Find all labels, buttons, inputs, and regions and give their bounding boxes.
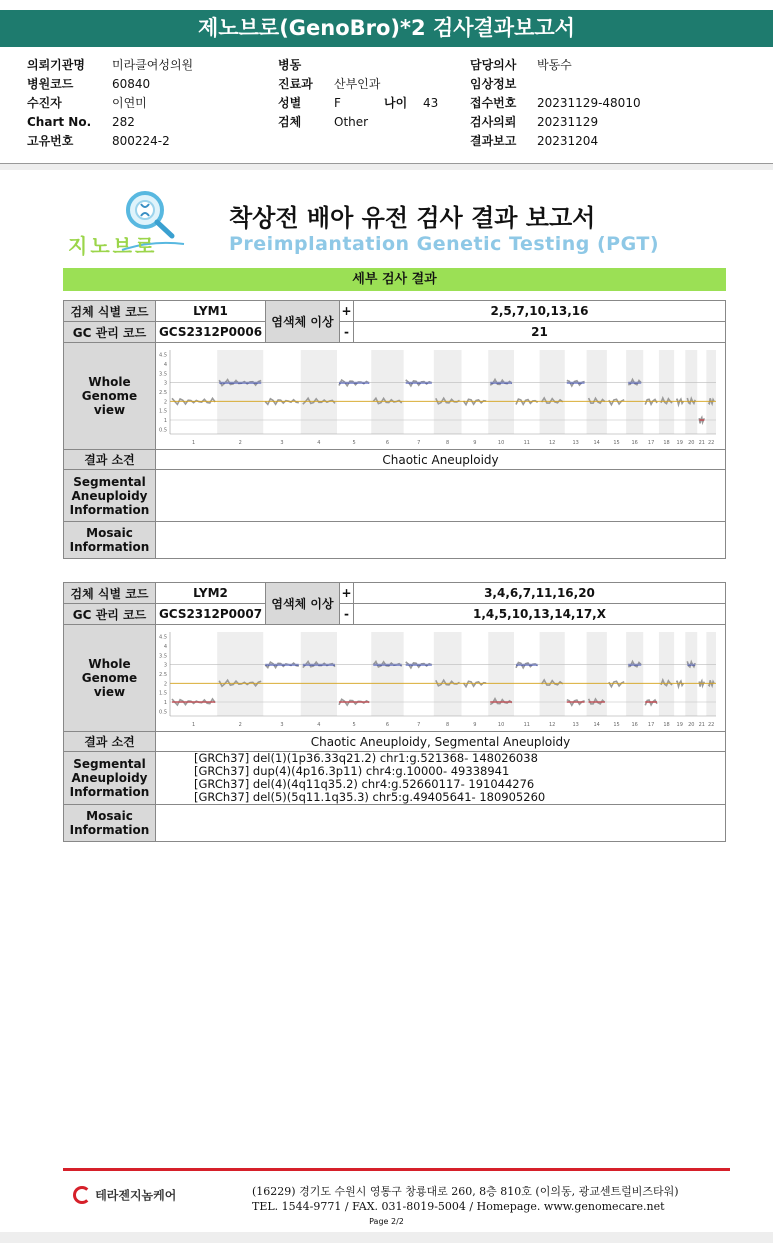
y-tick-label: 1.5 bbox=[159, 408, 167, 415]
info-col-3-values bbox=[537, 56, 641, 151]
gc-code-label: GC 관리 코드 bbox=[64, 322, 156, 343]
y-tick-label: 1.5 bbox=[159, 690, 167, 697]
y-tick-label: 1 bbox=[163, 700, 167, 706]
loss-value: 21 bbox=[354, 322, 726, 343]
x-tick-label: 8 bbox=[446, 440, 450, 446]
report-subtitle: Preimplantation Genetic Testing (PGT) bbox=[229, 233, 659, 255]
specimen-code-label: 검체 식별 코드 bbox=[64, 583, 156, 604]
loss-sign: - bbox=[340, 322, 354, 343]
specimen-value: Other bbox=[334, 115, 369, 129]
chromosome-band bbox=[301, 350, 337, 434]
chromosome-band bbox=[371, 632, 403, 716]
ward-label: 병동 bbox=[278, 58, 302, 72]
sex-label: 성별 bbox=[278, 96, 302, 110]
x-tick-label: 7 bbox=[417, 722, 421, 728]
x-tick-label: 12 bbox=[548, 722, 556, 728]
x-tick-label: 15 bbox=[613, 440, 620, 446]
y-tick-label: 3.5 bbox=[159, 371, 167, 378]
x-tick-label: 6 bbox=[385, 722, 390, 728]
chromosome-band bbox=[434, 350, 462, 434]
whole-genome-label: Whole Genome view bbox=[64, 625, 156, 732]
logo-text: 지노브로 bbox=[68, 234, 158, 258]
x-tick-label: 17 bbox=[647, 722, 655, 728]
ward-value bbox=[334, 56, 380, 75]
y-tick-label: 2 bbox=[163, 681, 167, 688]
report-title: 착상전 배아 유전 검사 결과 보고서 bbox=[229, 204, 596, 232]
footer-divider bbox=[63, 1168, 730, 1171]
clinical-value bbox=[537, 75, 641, 94]
chart-label: Chart No. bbox=[27, 115, 92, 129]
segmental-label: Segmental Aneuploidy Information bbox=[64, 470, 156, 522]
chromosome-band bbox=[587, 632, 607, 716]
gc-code-value: GCS2312P0006 bbox=[156, 322, 266, 343]
sample-table-2 bbox=[63, 582, 726, 842]
x-tick-label: 10 bbox=[497, 440, 505, 446]
chromosome-band bbox=[659, 632, 674, 716]
loss-sign: - bbox=[340, 604, 354, 625]
info-col-1 bbox=[27, 56, 91, 151]
mosaic-label: Mosaic Information bbox=[64, 522, 156, 559]
gain-sign: + bbox=[340, 583, 354, 604]
specimen-code-label: 검체 식별 코드 bbox=[64, 301, 156, 322]
chromosome-band bbox=[434, 632, 462, 716]
copy-number-trace bbox=[609, 399, 624, 404]
x-tick-label: 20 bbox=[688, 440, 695, 446]
genome-plot-svg bbox=[156, 344, 725, 448]
x-tick-label: 11 bbox=[523, 722, 530, 728]
footer-address-block bbox=[252, 1184, 679, 1214]
loss-value: 1,4,5,10,13,14,17,X bbox=[354, 604, 726, 625]
x-tick-label: 17 bbox=[647, 440, 655, 446]
segmental-value bbox=[156, 752, 726, 805]
code-value: 60840 bbox=[112, 77, 151, 91]
id-value: 800224-2 bbox=[112, 134, 170, 148]
x-tick-label: 18 bbox=[663, 722, 670, 728]
report-value: 20231204 bbox=[537, 134, 599, 148]
x-tick-label: 16 bbox=[631, 722, 638, 728]
hospital-value: 미라클여성의원 bbox=[112, 58, 194, 72]
receipt-label: 접수번호 bbox=[470, 96, 517, 110]
report-label: 결과보고 bbox=[470, 134, 517, 148]
whole-genome-view-cell bbox=[156, 343, 726, 450]
age-label: 나이 bbox=[384, 96, 408, 110]
x-tick-label: 21 bbox=[698, 722, 705, 728]
copy-number-trace bbox=[609, 681, 624, 686]
x-tick-label: 18 bbox=[663, 440, 670, 446]
copy-number-trace bbox=[645, 399, 657, 404]
info-col-2 bbox=[278, 56, 313, 132]
copy-number-trace bbox=[516, 399, 538, 404]
request-value: 20231129 bbox=[537, 115, 599, 129]
x-tick-label: 2 bbox=[238, 440, 242, 446]
x-tick-label: 19 bbox=[676, 722, 683, 728]
segmental-line: [GRCh37] del(5)(5q11.1q35.3) chr5:g.49405641- 180905260 bbox=[194, 790, 546, 804]
segmental-line: [GRCh37] del(4)(4q11q35.2) chr4:g.52660117- 191044276 bbox=[194, 777, 535, 791]
info-col-3 bbox=[470, 56, 516, 151]
x-tick-label: 12 bbox=[548, 440, 556, 446]
result-label: 결과 소견 bbox=[64, 450, 156, 470]
chromosome-band bbox=[217, 350, 263, 434]
terragen-logo bbox=[73, 1186, 176, 1204]
gc-code-value: GCS2312P0007 bbox=[156, 604, 266, 625]
dept-value: 산부인과 bbox=[334, 77, 381, 91]
id-label: 고유번호 bbox=[27, 134, 74, 148]
x-tick-label: 2 bbox=[238, 722, 242, 728]
specimen-code-value: LYM1 bbox=[156, 301, 266, 322]
chromosome-band bbox=[706, 350, 716, 434]
x-tick-label: 8 bbox=[446, 722, 450, 728]
x-tick-label: 4 bbox=[317, 722, 321, 728]
x-tick-label: 13 bbox=[572, 440, 579, 446]
footer-address: (16229) 경기도 수원시 영통구 창룡대로 260, 8층 810호 (이의동, 광교센트럴비즈타워) bbox=[252, 1185, 679, 1198]
y-tick-label: 4 bbox=[163, 644, 167, 650]
gain-value: 2,5,7,10,13,16 bbox=[354, 301, 726, 322]
x-tick-label: 21 bbox=[698, 440, 705, 446]
specimen-label: 검체 bbox=[278, 115, 302, 129]
section-title: 세부 검사 결과 bbox=[63, 268, 726, 291]
gain-value: 3,4,6,7,11,16,20 bbox=[354, 583, 726, 604]
x-tick-label: 10 bbox=[497, 722, 505, 728]
x-tick-label: 4 bbox=[317, 440, 321, 446]
info-col-1-values bbox=[112, 56, 193, 151]
chromosome-band bbox=[659, 350, 674, 434]
chromosome-band bbox=[371, 350, 403, 434]
receipt-value: 20231129-48010 bbox=[537, 96, 641, 110]
patient-label: 수진자 bbox=[27, 96, 62, 110]
x-tick-label: 7 bbox=[417, 440, 421, 446]
x-tick-label: 5 bbox=[352, 722, 356, 728]
y-tick-label: 1 bbox=[163, 418, 167, 424]
result-value: Chaotic Aneuploidy, Segmental Aneuploidy bbox=[156, 732, 726, 752]
y-tick-label: 3 bbox=[163, 662, 167, 669]
x-tick-label: 9 bbox=[473, 440, 477, 446]
x-tick-label: 3 bbox=[280, 722, 284, 728]
info-col-2-values bbox=[334, 56, 380, 132]
company-name: 테라젠지놈케어 bbox=[95, 1188, 177, 1203]
y-tick-label: 2.5 bbox=[159, 672, 167, 678]
clinical-label: 임상정보 bbox=[470, 77, 517, 91]
mosaic-value bbox=[156, 805, 726, 842]
hospital-label: 의뢰기관명 bbox=[27, 58, 85, 72]
y-tick-label: 3 bbox=[163, 380, 167, 387]
x-tick-label: 14 bbox=[593, 440, 600, 446]
x-tick-label: 13 bbox=[572, 722, 579, 728]
x-tick-label: 9 bbox=[473, 722, 477, 728]
specimen-code-value: LYM2 bbox=[156, 583, 266, 604]
genome-plot-svg bbox=[156, 626, 725, 730]
y-tick-label: 4 bbox=[163, 362, 167, 368]
abnormal-label: 염색체 이상 bbox=[266, 583, 340, 625]
chart-value: 282 bbox=[112, 115, 135, 129]
chromosome-band bbox=[540, 632, 565, 716]
mosaic-label: Mosaic Information bbox=[64, 805, 156, 842]
y-tick-label: 3.5 bbox=[159, 653, 167, 660]
dept-label: 진료과 bbox=[278, 77, 313, 91]
y-tick-label: 4.5 bbox=[159, 634, 167, 641]
sex-value: F bbox=[334, 96, 341, 110]
segmental-line: [GRCh37] del(1)(1p36.33q21.2) chr1:g.521368- 148026038 bbox=[194, 751, 538, 765]
y-tick-label: 2 bbox=[163, 399, 167, 406]
x-tick-label: 1 bbox=[192, 440, 196, 446]
whole-genome-plot bbox=[156, 344, 725, 448]
chromosome-band bbox=[217, 632, 263, 716]
y-tick-label: 0.5 bbox=[159, 427, 167, 434]
x-tick-label: 3 bbox=[280, 440, 284, 446]
x-tick-label: 15 bbox=[613, 722, 620, 728]
patient-value: 이연미 bbox=[112, 96, 147, 110]
request-label: 검사의뢰 bbox=[470, 115, 517, 129]
x-tick-label: 6 bbox=[385, 440, 390, 446]
x-tick-label: 22 bbox=[707, 722, 715, 728]
x-tick-label: 5 bbox=[352, 440, 356, 446]
footer-contact: TEL. 1544-9771 / FAX. 031-8019-5004 / Homepage. www.genomecare.net bbox=[252, 1200, 665, 1213]
mosaic-value bbox=[156, 522, 726, 559]
gain-sign: + bbox=[340, 301, 354, 322]
code-label: 병원코드 bbox=[27, 77, 74, 91]
segmental-line: [GRCh37] dup(4)(4p16.3p11) chr4:g.10000- 49338941 bbox=[194, 764, 510, 778]
x-tick-label: 11 bbox=[523, 440, 530, 446]
chromosome-band bbox=[706, 632, 716, 716]
x-tick-label: 22 bbox=[707, 440, 715, 446]
chromosome-band bbox=[626, 632, 643, 716]
doctor-value: 박동수 bbox=[537, 58, 572, 72]
chromosome-band bbox=[488, 350, 514, 434]
segmental-value bbox=[156, 470, 726, 522]
y-tick-label: 2.5 bbox=[159, 390, 167, 396]
chromosome-band bbox=[301, 632, 337, 716]
report-header-title: 제노브로(GenoBro)*2 검사결과보고서 bbox=[0, 10, 773, 47]
copy-number-trace bbox=[676, 399, 683, 404]
genobro-logo bbox=[62, 190, 192, 256]
chromosome-band bbox=[685, 632, 697, 716]
chromosome-band bbox=[540, 350, 565, 434]
chromosome-band bbox=[685, 350, 697, 434]
gc-code-label: GC 관리 코드 bbox=[64, 604, 156, 625]
x-tick-label: 14 bbox=[593, 722, 600, 728]
page-number: Page 2/2 bbox=[369, 1217, 404, 1226]
doctor-label: 담당의사 bbox=[470, 58, 517, 72]
whole-genome-view-cell bbox=[156, 625, 726, 732]
copy-number-trace bbox=[464, 399, 487, 404]
result-value: Chaotic Aneuploidy bbox=[156, 450, 726, 470]
whole-genome-plot bbox=[156, 626, 725, 730]
y-tick-label: 4.5 bbox=[159, 352, 167, 359]
chromosome-band bbox=[587, 350, 607, 434]
copy-number-trace bbox=[676, 681, 683, 686]
x-tick-label: 1 bbox=[192, 722, 196, 728]
x-tick-label: 16 bbox=[631, 440, 638, 446]
page-bottom-band bbox=[0, 1232, 773, 1243]
chromosome-band bbox=[626, 350, 643, 434]
page-break-band bbox=[0, 164, 773, 170]
x-tick-label: 19 bbox=[676, 440, 683, 446]
g-logo-icon bbox=[73, 1186, 91, 1204]
copy-number-trace bbox=[464, 681, 487, 686]
abnormal-label: 염색체 이상 bbox=[266, 301, 340, 343]
whole-genome-label: Whole Genome view bbox=[64, 343, 156, 450]
segmental-label: Segmental Aneuploidy Information bbox=[64, 752, 156, 805]
y-tick-label: 0.5 bbox=[159, 709, 167, 716]
x-tick-label: 20 bbox=[688, 722, 695, 728]
age-value: 43 bbox=[423, 96, 439, 110]
result-label: 결과 소견 bbox=[64, 732, 156, 752]
sample-table-1 bbox=[63, 300, 726, 559]
